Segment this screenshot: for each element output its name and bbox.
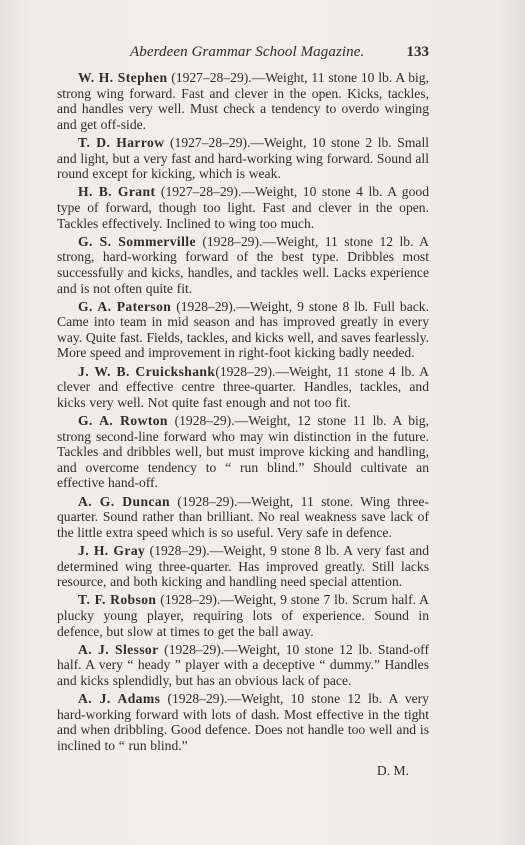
player-description: (1928–29).—Weight, 12 stone 11 lb. A big, strong second-line forward who may win distinction in the future. Tackles and dribbles well, but must improve kicking and handling, and overcome tendency to “ run blind.” Should cultivate an effective hand-off. <box>57 413 429 491</box>
author-signature: D. M. <box>376 763 409 779</box>
player-name: H. B. Grant <box>78 184 156 200</box>
player-name: A. J. Slessor <box>78 641 159 657</box>
magazine-title: Aberdeen Grammar School Magazine. <box>130 44 365 60</box>
player-entry <box>57 494 429 541</box>
player-entry <box>57 543 429 590</box>
player-entry <box>57 70 429 132</box>
player-description: (1928–29).—Weight, 9 stone 7 lb. Scrum half. A plucky young player, requiring lots of experience. Sound in defence, but slow at times to get the ball away. <box>57 592 429 639</box>
page-number: 133 <box>406 44 429 60</box>
player-name: T. F. Robson <box>78 592 157 608</box>
player-entry <box>57 642 429 689</box>
player-name: A. J. Adams <box>78 691 161 707</box>
player-description: (1927–28–29).—Weight, 11 stone 10 lb. A big, strong wing forward. Fast and clever in the open. Kicks, tackles, and handles very well. Must check a tendency to overdo winging and get off-side. <box>57 70 429 132</box>
running-header <box>57 44 429 64</box>
player-entry <box>57 691 429 753</box>
player-description: (1928–29).—Weight, 9 stone 8 lb. A very fast and determined wing three-quarter. Has improved greatly. Still lacks resource, and both kicking and handling need special attention. <box>57 542 430 590</box>
player-description: (1927–28–29).—Weight, 10 stone 4 lb. A good type of forward, though too light. Fast and clever in the open. Tackles effectively. Inclined to wing too much. <box>57 184 429 231</box>
player-description: (1928–29).—Weight, 10 stone 12 lb. A very hard-working forward with lots of dash. Most effective in the tight and when dribbling. Good defence. Does not handle too well and is inclined to “ run blind.” <box>57 691 429 753</box>
player-name: G. A. Rowton <box>78 413 168 429</box>
player-name: A. G. Duncan <box>78 493 171 509</box>
player-name: G. S. Sommerville <box>78 233 196 249</box>
player-description: (1927–28–29).—Weight, 10 stone 2 lb. Small and light, but a very fast and hard-working wing forward. Sound all round except for kicking, which is weak. <box>57 134 429 182</box>
player-description: (1928–29).—Weight, 9 stone 8 lb. Full back. Came into team in mid season and has improved greatly in every way. Quite fast. Fields, tackles, and kicks well, and saves fearlessly. More speed and improvement in right-foot kicking badly needed. <box>57 298 429 361</box>
player-name: G. A. Paterson <box>78 298 172 314</box>
player-entry <box>57 364 429 411</box>
player-name: T. D. Harrow <box>78 134 165 150</box>
player-name: J. H. Gray <box>78 542 146 558</box>
player-entry <box>57 299 429 361</box>
player-name: J. W. B. Cruickshank <box>78 363 216 379</box>
player-entry <box>57 592 429 639</box>
player-entry <box>57 135 429 182</box>
player-reports <box>57 70 429 779</box>
player-description: (1928–29).—Weight, 11 stone 4 lb. A clever and effective centre three-quarter. Handles, tackles, and kicks very well. Not quite fast enough and not too fit. <box>57 363 429 410</box>
player-name: W. H. Stephen <box>78 70 168 85</box>
player-entry <box>57 184 429 231</box>
player-description: (1928–29).—Weight, 10 stone 12 lb. Stand-off half. A very “ heady ” player with a deceptive “ dummy.” Handles and kicks splendidly, but has an obvious lack of pace. <box>57 641 429 688</box>
player-entry <box>57 413 429 491</box>
player-description: (1928–29).—Weight, 11 stone. Wing three-quarter. Sound rather than brilliant. No real weakness save lack of the little extra speed which is so useful. Very safe in defence. <box>57 493 429 540</box>
player-entry <box>57 234 429 296</box>
player-description: (1928–29).—Weight, 11 stone 12 lb. A strong, hard-working forward of the best type. Dribbles most successfully and kicks, handles, and tackles well. Lacks experience and is not often quite fit. <box>57 233 429 296</box>
